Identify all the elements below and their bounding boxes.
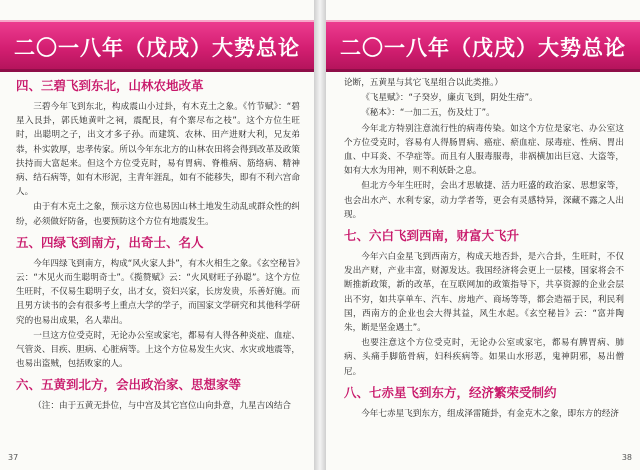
left-page-content (16, 72, 300, 446)
right-page-title: 二〇一八年（戊戌）大势总论 (340, 35, 626, 60)
paragraph: （注：由于五黄无卦位，与中宫及其它宫位山向卦意，九星吉凶结合 (33, 401, 292, 412)
paragraph: 三碧今年飞到东北，构成震山小过卦，有木克土之象。《竹节赋》：“碧星入艮卦，郭氏她黄叶之祠，震配艮，有个寨尽布之枝”。这个方位生旺时，出聪明之子，出文才多子孙。而建筑、农林、田产进财大利，兄友弟恭，朴实敦厚，忠孝传家。所以今年东北方的山林农田将会得到改革及政策扶持而大富起来。但这个方位受克时，易有胃病、脊椎病、筋络病、精神病、结石病等，如有木形泥，主青年涯乱，如有不能移失，即有不利六宫命人。 (16, 102, 300, 198)
section-heading: 七、六白飞到西南，财富大飞升 (344, 228, 520, 244)
left-page-title: 二〇一八年（戊戌）大势总论 (14, 35, 300, 60)
section-heading: 五、四绿飞到南方，出奇士、名人 (16, 234, 204, 250)
paragraph: 但北方今年生旺时，会出才思敏捷、活力旺盛的政治家、思想家等，也会出水产、水利专家，动力学者等，更会有灵感特异，深藏不露之人出现。 (344, 181, 624, 220)
paragraph: 《飞星赋》：“子癸岁，廉贞飞到，阴处生瘖”。 (361, 93, 538, 104)
paragraph: 今年六白金星飞到西南方，构成天地否卦，是六合卦，生旺时，不仅发出产财，产业丰富，财源发达。我国经济将会更上一层楼，国家将会不断推新政策，新的改革，在互联网加的政策指导下，共享资源的企业会层出不穷，如共享单车、汽车、房地产、商场等等，都会造福于民，利民利国，西南方的企业也会大得其益，风生水起。《玄空秘旨》云：“富并陶朱，断是坚金遇土”。 (344, 252, 624, 334)
left-title-banner (0, 20, 314, 72)
paragraph: 也要注意这个方位受克时，无论办公室或家宅，都易有脾胃病、肺病、头痛手脚筋骨病，妇科疾病等。如果山水形恶，鬼神阴邪，易出僧尼。 (344, 338, 624, 377)
section-heading: 八、七赤星飞到东方，经济繁荣受制约 (344, 384, 557, 400)
paragraph: 今年北方特别注意流行性的病毒传染。如这个方位是家宅、办公室这个方位受克时，容易有人得肠胃病、癌症、瘀血症、尿毒症、性病、胃出血、中耳炎、不孕症等。而且有人服毒服毒，非祸横加出巨寇、大盗等，如有大水为用神，则不利妖卧之息。 (344, 123, 624, 177)
paragraph: 由于有木克土之象，预示这方位也易因山林土地发生动乱或群众性的纠纷，必须做好防备，也要预防这个方位有地震发生。 (16, 202, 300, 227)
paragraph: 今年四绿飞到南方，构成“风火家人卦”，有木火相生之象。《玄空秘旨》云：“木见火而生聪明奇士”。《揽赞赋》云：“火风财旺子孙聪”。这个方位生旺时，不仅易生聪明子女，出才女，资妇兴家，长房发贵，乐善好施。而且男方读书的会有很多考上重点大学的学子，而国家文学研究和其他科学研究的也易出成果，名人辈出。 (16, 258, 300, 326)
left-page-number: 37 (8, 453, 19, 462)
right-title-banner (326, 20, 640, 72)
right-page (326, 0, 640, 470)
right-page-number: 38 (621, 453, 632, 462)
paragraph: 今年七赤星飞到东方，组成泽雷随卦，有金克木之象，即东方的经济 (361, 408, 620, 419)
paragraph: 一旦这方位受克时，无论办公室或家宅，都易有人得各种炎症、血症、气管炎、目疾、胆病、心脏病等。上这个方位易发生火灾、水灾或地震等，也易出盗贼，包括败家的人。 (16, 330, 300, 370)
book-gutter (314, 0, 326, 470)
left-page (0, 0, 314, 470)
paragraph: 论断，五黄星与其它飞星组合以此类推。） (344, 78, 503, 88)
right-page-content (344, 76, 624, 446)
section-heading: 六、五黄到北方，会出政治家、思想家等 (16, 377, 242, 393)
paragraph: 《秘本》：“一加二五，伤及灶丁”。 (361, 108, 495, 119)
section-heading: 四、三碧飞到东北，山林农地改革 (16, 78, 204, 93)
